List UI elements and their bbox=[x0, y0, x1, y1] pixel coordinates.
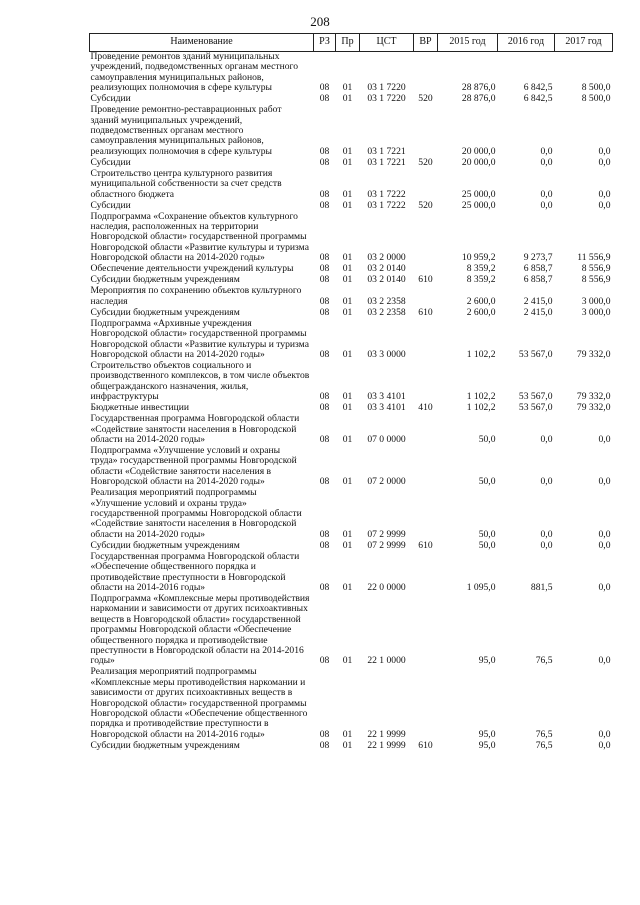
row-vr: 610 bbox=[418, 539, 433, 551]
row-pr: 01 bbox=[342, 82, 353, 94]
row-rz: 08 bbox=[319, 199, 330, 211]
table-row bbox=[90, 52, 613, 95]
table-row bbox=[90, 212, 613, 265]
row-name: Строительство центра культурного развития муниципальной собственности за счет средств областного бюджета bbox=[90, 167, 282, 200]
row-cst: 22 1 9999 bbox=[367, 728, 406, 740]
row-vr bbox=[414, 414, 438, 446]
table-row bbox=[90, 446, 613, 488]
row-2016: 0,0 bbox=[540, 539, 553, 551]
row-cst: 07 2 9999 bbox=[367, 528, 406, 540]
row-2017: 0,0 bbox=[598, 582, 611, 593]
row-rz: 08 bbox=[319, 391, 330, 403]
budget-table bbox=[89, 33, 613, 752]
row-pr: 01 bbox=[342, 156, 353, 168]
row-2016: 53 567,0 bbox=[518, 391, 553, 403]
row-2015: 50,0 bbox=[478, 528, 496, 540]
row-vr bbox=[414, 552, 438, 594]
row-cst: 03 1 7221 bbox=[367, 156, 406, 168]
row-cst: 03 1 7220 bbox=[367, 82, 406, 94]
row-name: Субсидии bbox=[90, 156, 131, 168]
row-pr: 01 bbox=[342, 145, 353, 157]
row-2016: 881,5 bbox=[530, 582, 553, 593]
table-header bbox=[90, 34, 613, 52]
row-2016: 6 858,7 bbox=[523, 263, 553, 275]
table-row bbox=[90, 361, 613, 403]
row-2017: 8 500,0 bbox=[581, 93, 611, 105]
row-vr bbox=[414, 488, 438, 541]
row-cst: 03 1 7220 bbox=[367, 93, 406, 105]
row-rz: 08 bbox=[319, 82, 330, 94]
table-row bbox=[90, 667, 613, 740]
row-name: Мероприятия по сохранению объектов культурного наследия bbox=[90, 285, 302, 307]
row-2017: 79 332,0 bbox=[576, 348, 611, 360]
row-name: Реализация мероприятий подпрограммы «Улучшение условий и охраны труда» государственной программы Новгородской области «Содействие занятости населения в Новгородской области на 2014-2020 годы» bbox=[90, 487, 302, 540]
row-pr: 01 bbox=[342, 348, 353, 360]
row-vr bbox=[414, 667, 438, 740]
row-2016: 53 567,0 bbox=[518, 402, 553, 414]
row-cst: 03 3 0000 bbox=[367, 348, 406, 360]
row-pr: 01 bbox=[342, 188, 353, 200]
row-2015: 28 876,0 bbox=[461, 82, 496, 94]
row-2015: 1 095,0 bbox=[466, 582, 496, 593]
header-name: Наименование bbox=[90, 34, 314, 52]
row-pr: 01 bbox=[342, 728, 353, 740]
table-row bbox=[90, 105, 613, 158]
row-pr: 01 bbox=[342, 476, 353, 488]
row-2015: 10 959,2 bbox=[461, 252, 496, 264]
row-2015: 25 000,0 bbox=[461, 199, 496, 211]
row-2015: 95,0 bbox=[478, 739, 496, 751]
row-name: Подпрограмма «Архивные учреждения Новгородской области» государственной программы Новгородской области «Развитие культуры и туризма Новгородской области на 2014-2020 годы» bbox=[90, 317, 309, 360]
row-pr: 01 bbox=[342, 528, 353, 540]
row-2017: 79 332,0 bbox=[576, 391, 611, 403]
row-vr bbox=[414, 52, 438, 95]
header-rz: РЗ bbox=[314, 34, 336, 52]
row-name: Государственная программа Новгородской области «Содействие занятости населения в Новгородской области на 2014-2020 годы» bbox=[90, 413, 300, 445]
row-rz: 08 bbox=[319, 582, 330, 593]
row-2017: 0,0 bbox=[598, 188, 611, 200]
row-2017: 0,0 bbox=[598, 199, 611, 211]
row-vr: 610 bbox=[418, 274, 433, 286]
row-vr bbox=[414, 319, 438, 361]
row-name: Проведение ремонтно-реставрационных работ зданий муниципальных учреждений, подведомственных органам местного самоуправления муниципальных районов, реализующих полномочия в сфере культуры bbox=[90, 104, 282, 157]
row-2015: 50,0 bbox=[478, 476, 496, 488]
row-2015: 50,0 bbox=[478, 539, 496, 551]
row-2016: 0,0 bbox=[540, 156, 553, 168]
row-rz: 08 bbox=[319, 433, 330, 445]
row-name: Бюджетные инвестиции bbox=[90, 402, 189, 414]
row-2017: 0,0 bbox=[598, 739, 611, 751]
row-pr: 01 bbox=[342, 402, 353, 414]
row-rz: 08 bbox=[319, 93, 330, 105]
row-2015: 95,0 bbox=[478, 728, 496, 740]
row-vr: 610 bbox=[418, 306, 433, 318]
header-cst: ЦСТ bbox=[360, 34, 414, 52]
row-2016: 6 842,5 bbox=[523, 93, 553, 105]
row-name: Субсидии bbox=[90, 93, 131, 105]
row-2015: 20 000,0 bbox=[461, 156, 496, 168]
row-2016: 0,0 bbox=[540, 145, 553, 157]
row-2017: 8 500,0 bbox=[581, 82, 611, 94]
row-2016: 6 858,7 bbox=[523, 274, 553, 286]
row-2015: 2 600,0 bbox=[466, 306, 496, 318]
row-cst: 03 2 0140 bbox=[367, 274, 406, 286]
row-vr: 410 bbox=[418, 402, 433, 414]
row-cst: 03 1 7221 bbox=[367, 145, 406, 157]
row-vr bbox=[414, 361, 438, 403]
row-cst: 03 2 2358 bbox=[367, 306, 406, 318]
row-2016: 0,0 bbox=[540, 476, 553, 488]
row-pr: 01 bbox=[342, 655, 353, 667]
row-vr: 520 bbox=[418, 199, 433, 211]
row-rz: 08 bbox=[319, 145, 330, 157]
row-2016: 53 567,0 bbox=[518, 348, 553, 360]
row-pr: 01 bbox=[342, 391, 353, 403]
row-2016: 2 415,0 bbox=[523, 295, 553, 307]
row-2017: 11 556,9 bbox=[577, 252, 611, 264]
row-cst: 03 1 7222 bbox=[367, 199, 406, 211]
row-name: Субсидии бюджетным учреждениям bbox=[90, 539, 240, 551]
row-2015: 1 102,2 bbox=[466, 402, 496, 414]
row-2015: 2 600,0 bbox=[466, 295, 496, 307]
row-2016: 0,0 bbox=[540, 528, 553, 540]
row-rz: 08 bbox=[319, 348, 330, 360]
row-rz: 08 bbox=[319, 295, 330, 307]
row-2017: 0,0 bbox=[598, 145, 611, 157]
row-name: Подпрограмма «Сохранение объектов культурного наследия, расположенных на территории Новгородской области» государственной программы Новгородской области «Развитие культуры и туризма Новгородской области на 2014-2020 годы» bbox=[90, 210, 309, 264]
row-pr: 01 bbox=[342, 263, 353, 275]
row-rz: 08 bbox=[319, 188, 330, 200]
row-name: Подпрограмма «Комплексные меры противодействия наркомании и зависимости от других психоактивных веществ в Новгородской области» государственной программы Новгородской области «Обеспечение общественного порядка и противодействие преступности в Новгородской области на 2014-2016 годы» bbox=[90, 593, 310, 667]
row-pr: 01 bbox=[342, 295, 353, 307]
row-2015: 1 102,2 bbox=[466, 391, 496, 403]
row-vr bbox=[414, 594, 438, 667]
table-row bbox=[90, 319, 613, 361]
row-2016: 6 842,5 bbox=[523, 82, 553, 94]
row-2017: 0,0 bbox=[598, 528, 611, 540]
row-2015: 1 102,2 bbox=[466, 348, 496, 360]
row-cst: 07 2 0000 bbox=[367, 476, 406, 488]
row-pr: 01 bbox=[342, 539, 353, 551]
row-2016: 76,5 bbox=[535, 655, 553, 667]
row-rz: 08 bbox=[319, 156, 330, 168]
row-2015: 8 359,2 bbox=[466, 263, 496, 275]
row-2015: 25 000,0 bbox=[461, 188, 496, 200]
header-2016: 2016 год bbox=[498, 34, 555, 52]
row-cst: 03 2 0140 bbox=[367, 263, 406, 275]
row-rz: 08 bbox=[319, 402, 330, 414]
row-2017: 0,0 bbox=[598, 728, 611, 740]
row-2015: 20 000,0 bbox=[461, 145, 496, 157]
row-pr: 01 bbox=[342, 252, 353, 264]
row-name: Государственная программа Новгородской области «Обеспечение общественного порядка и противодействие преступности в Новгородской области на 2014-2016 годы» bbox=[90, 550, 300, 593]
table-row bbox=[90, 414, 613, 446]
row-pr: 01 bbox=[342, 274, 353, 286]
row-vr: 610 bbox=[418, 739, 433, 751]
row-2016: 0,0 bbox=[540, 188, 553, 200]
row-cst: 22 1 9999 bbox=[367, 739, 406, 751]
row-rz: 08 bbox=[319, 252, 330, 264]
row-2017: 0,0 bbox=[598, 433, 611, 445]
row-cst: 03 3 4101 bbox=[367, 391, 406, 403]
row-rz: 08 bbox=[319, 263, 330, 275]
page-number: 208 bbox=[310, 14, 330, 29]
row-pr: 01 bbox=[342, 199, 353, 211]
row-rz: 08 bbox=[319, 306, 330, 318]
row-name: Субсидии bbox=[90, 199, 131, 211]
row-pr: 01 bbox=[342, 582, 353, 593]
row-rz: 08 bbox=[319, 739, 330, 751]
row-cst: 03 3 4101 bbox=[367, 402, 406, 414]
table-body bbox=[90, 52, 613, 752]
row-cst: 03 2 0000 bbox=[367, 252, 406, 264]
table-row bbox=[90, 552, 613, 594]
row-rz: 08 bbox=[319, 476, 330, 488]
row-2016: 0,0 bbox=[540, 433, 553, 445]
row-2015: 28 876,0 bbox=[461, 93, 496, 105]
row-vr bbox=[414, 169, 438, 201]
row-2017: 8 556,9 bbox=[581, 263, 611, 275]
row-cst: 07 0 0000 bbox=[367, 433, 406, 445]
header-vr: ВР bbox=[414, 34, 438, 52]
row-name: Реализация мероприятий подпрограммы «Комплексные меры противодействия наркомании и зависимости от других психоактивных веществ в Новгородской области» государственной программы Новгородской области «Обеспечение общественного порядка и противодействие преступности в Новгородской области на 2014-2016 годы» bbox=[90, 666, 308, 740]
row-vr bbox=[414, 446, 438, 488]
row-2016: 0,0 bbox=[540, 199, 553, 211]
row-2015: 8 359,2 bbox=[466, 274, 496, 286]
row-2017: 3 000,0 bbox=[581, 306, 611, 318]
row-cst: 22 0 0000 bbox=[367, 582, 406, 593]
row-rz: 08 bbox=[319, 655, 330, 667]
row-cst: 03 2 2358 bbox=[367, 295, 406, 307]
row-name: Обеспечение деятельности учреждений культуры bbox=[90, 263, 294, 275]
row-pr: 01 bbox=[342, 306, 353, 318]
row-name: Субсидии бюджетным учреждениям bbox=[90, 306, 240, 318]
table-row bbox=[90, 741, 613, 752]
row-name: Субсидии бюджетным учреждениям bbox=[90, 274, 240, 286]
table-row bbox=[90, 594, 613, 667]
row-2016: 2 415,0 bbox=[523, 306, 553, 318]
row-2016: 9 273,7 bbox=[523, 252, 553, 264]
row-name: Субсидии бюджетным учреждениям bbox=[90, 739, 240, 751]
row-2017: 0,0 bbox=[598, 476, 611, 488]
row-rz: 08 bbox=[319, 539, 330, 551]
table-row bbox=[90, 286, 613, 307]
row-vr: 520 bbox=[418, 156, 433, 168]
row-cst: 07 2 9999 bbox=[367, 539, 406, 551]
row-cst: 03 1 7222 bbox=[367, 188, 406, 200]
row-2015: 50,0 bbox=[478, 433, 496, 445]
row-vr: 520 bbox=[418, 93, 433, 105]
row-name: Проведение ремонтов зданий муниципальных учреждений, подведомственных органам местного самоуправления муниципальных районов, реализующих полномочия в сфере культуры bbox=[90, 51, 299, 94]
row-cst: 22 1 0000 bbox=[367, 655, 406, 667]
row-vr bbox=[414, 212, 438, 265]
row-rz: 08 bbox=[319, 274, 330, 286]
header-2017: 2017 год bbox=[555, 34, 613, 52]
row-name: Строительство объектов социального и производственного комплексов, в том числе объектов общегражданского назначения, жилья, инфраструктуры bbox=[90, 359, 310, 403]
row-2017: 3 000,0 bbox=[581, 295, 611, 307]
row-2017: 0,0 bbox=[598, 156, 611, 168]
row-pr: 01 bbox=[342, 739, 353, 751]
row-rz: 08 bbox=[319, 528, 330, 540]
row-2017: 0,0 bbox=[598, 539, 611, 551]
header-pr: Пр bbox=[336, 34, 360, 52]
table-row bbox=[90, 169, 613, 201]
row-2017: 0,0 bbox=[598, 655, 611, 667]
row-2016: 76,5 bbox=[535, 739, 553, 751]
header-2015: 2015 год bbox=[438, 34, 498, 52]
table-row bbox=[90, 488, 613, 541]
row-2016: 76,5 bbox=[535, 728, 553, 740]
row-vr bbox=[414, 105, 438, 158]
row-2015: 95,0 bbox=[478, 655, 496, 667]
row-pr: 01 bbox=[342, 433, 353, 445]
row-pr: 01 bbox=[342, 93, 353, 105]
row-2017: 79 332,0 bbox=[576, 402, 611, 414]
row-rz: 08 bbox=[319, 728, 330, 740]
table-row bbox=[90, 201, 613, 212]
row-name: Подпрограмма «Улучшение условий и охраны труда» государственной программы Новгородской области «Содействие занятости населения в Новгородской области на 2014-2020 годы» bbox=[90, 444, 297, 488]
row-2017: 8 556,9 bbox=[581, 274, 611, 286]
row-vr bbox=[414, 286, 438, 307]
